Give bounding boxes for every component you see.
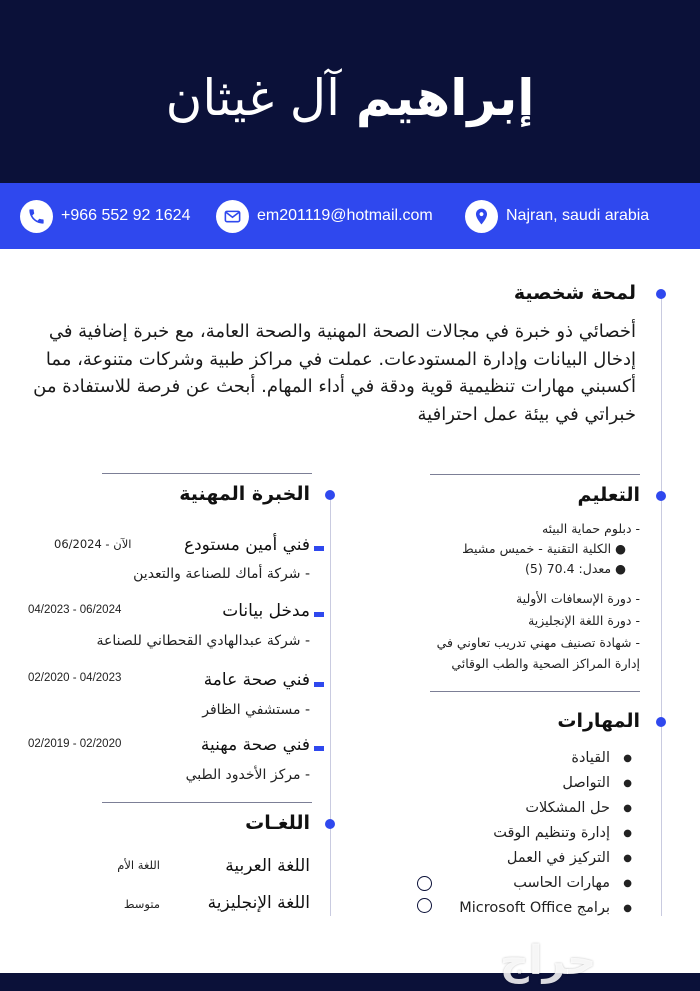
contact-email[interactable] [216, 200, 433, 232]
right-timeline-line [661, 294, 662, 916]
education-dot [656, 491, 666, 501]
decorative-ring-icon [417, 898, 432, 913]
job-company: - مستشفي الظافر [202, 702, 310, 718]
experience-dot [325, 490, 335, 500]
contact-phone[interactable] [20, 200, 190, 232]
job-marker [314, 546, 324, 551]
language-level: متوسط [123, 897, 160, 911]
contact-bar [0, 183, 700, 249]
languages-dot [325, 819, 335, 829]
education-diploma: - دبلوم حماية البيئه [541, 521, 640, 536]
job-marker [314, 746, 324, 751]
education-gpa: ● معدل: 70.4 (5) [525, 561, 626, 576]
education-course: إدارة المراكز الصحية والطب الوقائي [451, 656, 640, 671]
skill-item: ● حل المشكلات [459, 796, 610, 821]
person-name [0, 62, 700, 134]
language-level: اللغة الأم [117, 858, 160, 872]
middle-timeline-line [330, 494, 331, 916]
decorative-ring-icon [417, 876, 432, 891]
job-title: مدخل بيانات [222, 601, 310, 621]
phone-text: +966 552 92 1624 [61, 207, 191, 224]
job-title: فني صحة عامة [203, 670, 310, 690]
location-pin-icon [465, 200, 498, 233]
watermark: حراج [500, 938, 597, 984]
header-banner [0, 0, 700, 183]
education-course: - دورة اللغة الإنجليزية [528, 613, 640, 628]
job-title: فني صحة مهنية [200, 735, 310, 755]
experience-title: الخبرة المهنية [179, 483, 310, 505]
skill-item: ● التركيز في العمل [459, 846, 610, 871]
experience-divider [102, 473, 312, 474]
education-course: - شهادة تصنيف مهني تدريب تعاوني في [436, 635, 640, 650]
summary-dot [656, 289, 666, 299]
job-marker [314, 682, 324, 687]
skills-divider [430, 691, 640, 692]
education-divider [430, 474, 640, 475]
last-name: آل غيثان [165, 69, 341, 127]
education-title: التعليم [577, 484, 640, 506]
first-name: إبراهيم [355, 69, 535, 127]
job-date: 02/2019 - 02/2020 [28, 738, 122, 750]
job-company: - شركة عبدالهادي القحطاني للصناعة [96, 633, 310, 649]
job-company: - مركز الأخدود الطبي [185, 767, 310, 783]
job-company: - شركة أماك للصناعة والتعدين [133, 566, 310, 582]
education-course: - دورة الإسعافات الأولية [515, 591, 640, 606]
skills-list [459, 746, 610, 921]
skills-dot [656, 717, 666, 727]
education-college: ● الكلية التقنية - خميس مشيط [462, 541, 626, 556]
language-name: اللغة الإنجليزية [207, 893, 310, 913]
email-text: em201119@hotmail.com [257, 207, 433, 224]
skill-item: ● مهارات الحاسب [459, 871, 610, 896]
languages-divider [102, 802, 312, 803]
job-date: 04/2023 - 06/2024 [28, 604, 122, 616]
job-date: 02/2020 - 04/2023 [28, 672, 122, 684]
summary-title: لمحة شخصية [513, 282, 636, 304]
job-title: فني أمين مستودع [183, 535, 310, 555]
summary-text: أخصائي ذو خبرة في مجالات الصحة المهنية والصحة العامة، مع خبرة إضافية في إدخال البيانات وإدارة المستودعات. عملت في مراكز طبية وشركات متنوعة، مما أكسبني مهارات تنظيمية قوية ودقة في أداء المهام. أبحث عن فرصة للاستفادة من خبراتي في بيئة عمل احترافية [33, 321, 636, 425]
mail-icon [216, 200, 249, 233]
skill-item: ● برامج Microsoft Office [459, 896, 610, 921]
languages-title: اللغـات [245, 812, 310, 834]
language-name: اللغة العربية [225, 856, 310, 876]
job-marker [314, 612, 324, 617]
phone-icon [20, 200, 53, 233]
skill-item: ● التواصل [459, 771, 610, 796]
skills-title: المهارات [557, 710, 640, 732]
skill-item: ● القيادة [459, 746, 610, 771]
contact-location [465, 200, 649, 232]
skill-item: ● إدارة وتنظيم الوقت [459, 821, 610, 846]
location-text: Najran, saudi arabia [506, 207, 650, 224]
job-date: 06/2024 - الآن [54, 537, 132, 551]
